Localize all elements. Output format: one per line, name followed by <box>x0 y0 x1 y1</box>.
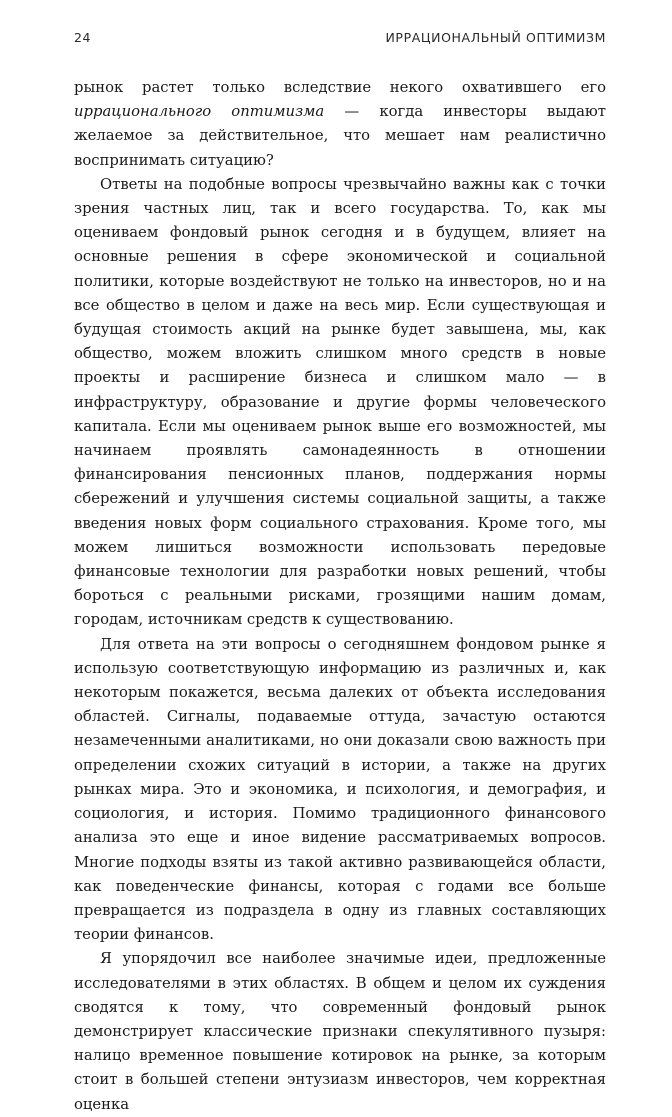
paragraph-3: Для ответа на эти вопросы о сегодняшнем фондовом рынке я использую соответствующую информацию из различных и, как некоторым покажется, весьма далеких от объекта исследования областей. Сигналы, подаваемые оттуда, зачастую остаются незамеченными аналитиками, но они доказали свою важность при определении схожих ситуаций в истории, а также на других рынках мира. Это и экономика, и психология, и демография, и социология, и история. Помимо традиционного финансового анализа это еще и иное видение рассматриваемых вопросов. Многие подходы взяты из такой активно развивающейся области, как поведенческие финансы, которая с годами все больше превращается из подраздела в одну из главных составляющих теории финансов. <box>74 635 606 944</box>
paragraph-4: Я упорядочил все наиболее значимые идеи, предложенные исследователями в этих областях. В общем и целом их суждения сводятся к тому, что современный фондовый рынок демонстрирует классические признаки спекулятивного пузыря: налицо временное повышение котировок на рынке, за которым стоит в большей степени энтузиазм инвесторов, чем корректная оценка <box>74 950 606 1113</box>
running-title: ИРРАЦИОНАЛЬНЫЙ ОПТИМИЗМ <box>385 30 606 45</box>
paragraph-1-end: — когда инвесторы выдают желаемое за действительное, что мешает нам реалистично воспринимать ситуацию? <box>74 103 606 169</box>
paragraph-1 <box>74 76 606 173</box>
body-text <box>74 76 606 1117</box>
running-head <box>74 30 606 52</box>
paragraph-2: Ответы на подобные вопросы чрезвычайно важны как с точки зрения частных лиц, так и всего государства. То, как мы оцениваем фондовый рынок сегодня и в будущем, влияет на основные решения в сфере экономической и социальной политики, которые воздействуют не только на инвесторов, но и на все общество в целом и даже на весь мир. Если существующая и будущая стоимость акций на рынке будет завышена, мы, как общество, можем вложить слишком много средств в новые проекты и расширение бизнеса и слишком мало — в инфраструктуру, образование и другие формы человеческого капитала. Если мы оцениваем рынок выше его возможностей, мы начинаем проявлять самонадеянность в отношении финансирования пенсионных планов, поддержания нормы сбережений и улучшения системы социальной защиты, а также введения новых форм социального страхования. Кроме того, мы можем лишиться возможности использовать передовые финансовые технологии для разработки новых решений, чтобы бороться с реальными рисками, грозящими нашим домам, городам, источникам средств к существованию. <box>74 175 606 629</box>
paragraph-1-start: рынок растет только вследствие некого охватившего его <box>74 79 606 96</box>
emphasized-term: иррационального оптимизма <box>74 103 325 121</box>
page-number: 24 <box>74 30 92 45</box>
